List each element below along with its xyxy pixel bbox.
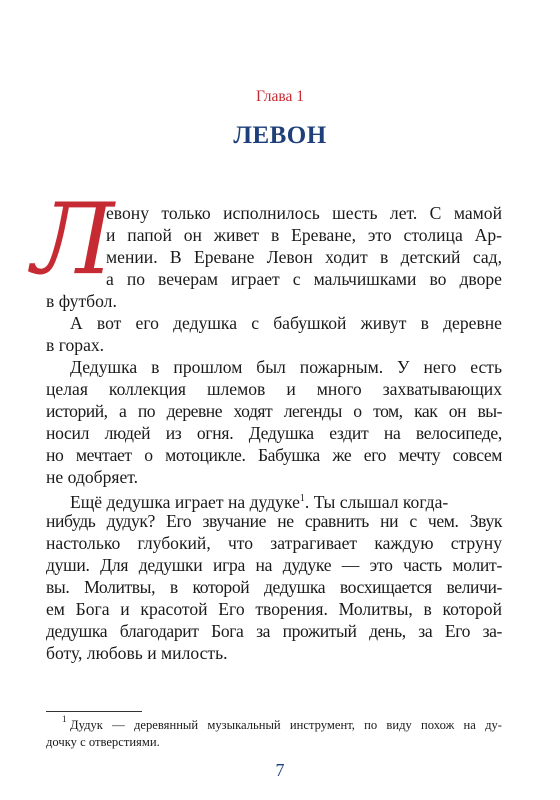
text-line: не одобряет. <box>46 467 139 487</box>
text-line: евону только исполнилось шесть лет. С мамой <box>106 203 502 223</box>
footnote-marker: 1 <box>299 493 305 504</box>
text-line: целая коллекция шлемов и много захватывающих <box>46 379 502 399</box>
text-line: но мечтает о мотоцикле. Бабушка же его мечту совсем <box>46 445 502 465</box>
text-line: дедушка благодарит Бога за прожитый день, за Его за- <box>46 621 502 641</box>
footnote-number: 1 <box>62 714 67 724</box>
text-line: нибудь дудук? Его звучание не сравнить ни с чем. Звук <box>46 511 502 531</box>
text-line: и папой он живет в Ереване, это столица Ар- <box>106 225 502 245</box>
text-line: историй, а по деревне ходят легенды о том, как он вы- <box>46 401 502 421</box>
text-line: боту, любовь и милость. <box>46 643 228 663</box>
text-line: настолько глубокий, что затрагивает каждую струну <box>46 533 502 553</box>
chapter-label: Глава 1 <box>255 88 305 105</box>
text-line: мении. В Ереване Левон ходит в детский сад, <box>106 247 502 267</box>
text-line: в футбол. <box>46 291 117 311</box>
text-line: носил людей из огня. Дедушка ездит на велосипеде, <box>46 423 502 443</box>
text-line: души. Для дедушки игра на дудуке — это часть молит- <box>46 555 502 575</box>
drop-cap-letter: Л <box>32 183 114 297</box>
text-line: Дедушка в прошлом был пожарным. У него есть <box>70 357 502 377</box>
text-line: ем Бога и красотой Его творения. Молитвы, в которой <box>46 599 502 619</box>
footnote-text: Дудук — деревянный музыкальный инструмент, по виду похож на ду- <box>70 718 502 732</box>
text-line: А вот его дедушка с бабушкой живут в деревне <box>70 313 502 333</box>
footnote-text: дочку с отверстиями. <box>46 735 160 749</box>
text-line: в горах. <box>46 335 105 355</box>
footnote-divider <box>46 711 142 712</box>
text-line: вы. Молитвы, в которой дедушка восхищается величи- <box>46 577 502 597</box>
text-line: а по вечерам играет с мальчишками во дворе <box>106 269 502 289</box>
text-line-end: . Ты слышал когда- <box>304 491 449 512</box>
page-number: 7 <box>275 760 285 780</box>
chapter-title: ЛЕВОН <box>233 122 327 149</box>
text-line-start: Ещё дедушка играет на дудуке <box>70 491 300 512</box>
